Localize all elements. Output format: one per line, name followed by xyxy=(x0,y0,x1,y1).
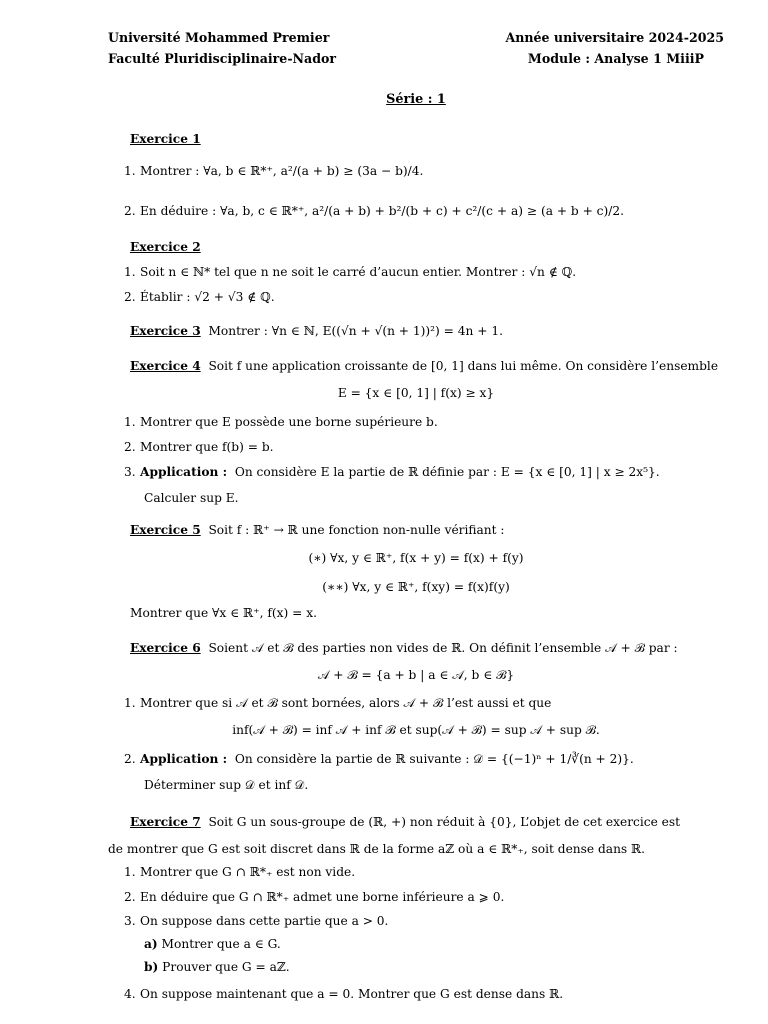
exercise-6-formula: 𝒜 + ℬ = {a + b | a ∈ 𝒜, b ∈ ℬ} xyxy=(317,668,515,682)
item-number: 1. xyxy=(124,865,136,879)
exercise-4-extra: Calculer sup E. xyxy=(144,491,239,505)
series-title: Série : 1 xyxy=(386,92,446,107)
exercise-7-subitem-b xyxy=(144,960,290,974)
item-number: 2. xyxy=(124,890,136,904)
module-name: Module : Analyse 1 MiiiP xyxy=(527,51,704,66)
exercise-6-formula-2: inf(𝒜 + ℬ) = inf 𝒜 + inf ℬ et sup(𝒜 + ℬ) = sup 𝒜 + sup ℬ. xyxy=(232,723,600,737)
exercise-7-intro xyxy=(130,815,680,829)
exercise-4-item-3 xyxy=(124,465,660,479)
item-text: Montrer : ∀a, b ∈ ℝ*⁺, a²/(a + b) ≥ (3a − b)/4. xyxy=(140,164,424,178)
item-text: On considère la partie de ℝ suivante : 𝒟 = {(−1)ⁿ + 1/∛(n + 2)}. xyxy=(234,752,634,766)
item-number: 1. xyxy=(124,265,136,279)
application-label: Application : xyxy=(140,752,228,766)
exercise-3-heading: Exercice 3 xyxy=(130,324,201,338)
subitem-label: a) xyxy=(144,937,158,951)
exercise-5-intro-text: Soit f : ℝ⁺ → ℝ une fonction non-nulle vérifiant : xyxy=(208,523,505,537)
exercise-7-subitem-a xyxy=(144,937,281,951)
exercise-6-item-1 xyxy=(124,696,551,711)
exercise-7-item-4 xyxy=(124,987,563,1001)
item-text: Montrer que G ∩ ℝ*₊ est non vide. xyxy=(140,865,356,879)
item-number: 3. xyxy=(124,465,136,479)
exercise-1-item-2 xyxy=(124,204,624,218)
exercise-5-condition-2: (∗∗) ∀x, y ∈ ℝ⁺, f(xy) = f(x)f(y) xyxy=(322,580,510,594)
exercise-5-conclusion: Montrer que ∀x ∈ ℝ⁺, f(x) = x. xyxy=(130,606,317,620)
item-text: Établir : √2 + √3 ∉ ℚ. xyxy=(140,290,275,304)
exercise-2-item-2 xyxy=(124,290,275,304)
exercise-7-heading: Exercice 7 xyxy=(130,815,201,829)
exercise-4-formula: E = {x ∈ [0, 1] | f(x) ≥ x} xyxy=(337,386,495,400)
item-text: Montrer que E possède une borne supérieure b. xyxy=(140,415,438,429)
exercise-3-text: Montrer : ∀n ∈ ℕ, E((√n + √(n + 1))²) = 4n + 1. xyxy=(208,324,503,338)
exercise-7-item-3 xyxy=(124,914,388,928)
exercise-7-item-2 xyxy=(124,890,504,904)
exercise-7-intro-text: Soit G un sous-groupe de (ℝ, +) non réduit à {0}, L’objet de cet exercice est xyxy=(208,815,681,829)
item-number: 1. xyxy=(124,415,136,429)
exercise-1-heading: Exercice 1 xyxy=(130,132,201,146)
item-text: En déduire que G ∩ ℝ*₊ admet une borne inférieure a ⩾ 0. xyxy=(140,890,505,904)
exercise-1-item-1 xyxy=(124,164,423,178)
faculty-name: Faculté Pluridisciplinaire-Nador xyxy=(108,51,337,66)
exercise-6-item-2 xyxy=(124,752,634,767)
item-text: En déduire : ∀a, b, c ∈ ℝ*⁺, a²/(a + b) + b²/(b + c) + c²/(c + a) ≥ (a + b + c)/2. xyxy=(140,204,624,218)
subitem-text: Prouver que G = aℤ. xyxy=(162,960,290,974)
exercise-4-intro-text: Soit f une application croissante de [0, 1] dans lui même. On considère l’ensemble xyxy=(208,359,719,373)
exercise-5-intro xyxy=(130,523,505,537)
exercise-7-item-1 xyxy=(124,865,355,879)
item-text: On suppose maintenant que a = 0. Montrer que G est dense dans ℝ. xyxy=(140,987,564,1001)
item-number: 1. xyxy=(124,164,136,178)
academic-year: Année universitaire 2024-2025 xyxy=(505,30,724,45)
item-number: 2. xyxy=(124,290,136,304)
item-text: Montrer que f(b) = b. xyxy=(140,440,274,454)
exercise-6-intro xyxy=(130,641,678,656)
exercise-3 xyxy=(130,324,503,338)
item-text: On considère E la partie de ℝ définie par : E = {x ∈ [0, 1] | x ≥ 2x⁵}. xyxy=(234,465,660,479)
exercise-4-item-1 xyxy=(124,415,438,429)
exercise-6-heading: Exercice 6 xyxy=(130,641,201,655)
exercise-5-condition-1: (∗) ∀x, y ∈ ℝ⁺, f(x + y) = f(x) + f(y) xyxy=(308,551,524,565)
exercise-6-extra: Déterminer sup 𝒟 et inf 𝒟. xyxy=(144,778,309,792)
item-text: Montrer que si 𝒜 et ℬ sont bornées, alors 𝒜 + ℬ l’est aussi et que xyxy=(140,696,552,710)
item-number: 1. xyxy=(124,696,136,710)
item-text: Soit n ∈ ℕ* tel que n ne soit le carré d’aucun entier. Montrer : √n ∉ ℚ. xyxy=(140,265,577,279)
item-number: 4. xyxy=(124,987,136,1001)
exercise-2-heading: Exercice 2 xyxy=(130,240,201,254)
item-number: 2. xyxy=(124,440,136,454)
exercise-4-item-2 xyxy=(124,440,274,454)
item-text: On suppose dans cette partie que a > 0. xyxy=(140,914,389,928)
item-number: 3. xyxy=(124,914,136,928)
item-number: 2. xyxy=(124,752,136,766)
item-number: 2. xyxy=(124,204,136,218)
application-label: Application : xyxy=(140,465,228,479)
university-name: Université Mohammed Premier xyxy=(108,30,330,45)
exercise-6-intro-text: Soient 𝒜 et ℬ des parties non vides de ℝ. On définit l’ensemble 𝒜 + ℬ par : xyxy=(208,641,678,655)
exercise-7-intro-continued: de montrer que G est soit discret dans ℝ de la forme aℤ où a ∈ ℝ*₊, soit dense dans ℝ. xyxy=(108,842,646,856)
exercise-4-heading: Exercice 4 xyxy=(130,359,201,373)
exercise-4-intro xyxy=(130,359,718,373)
exercise-2-item-1 xyxy=(124,265,576,279)
subitem-text: Montrer que a ∈ G. xyxy=(161,937,281,951)
exercise-5-heading: Exercice 5 xyxy=(130,523,201,537)
subitem-label: b) xyxy=(144,960,159,974)
